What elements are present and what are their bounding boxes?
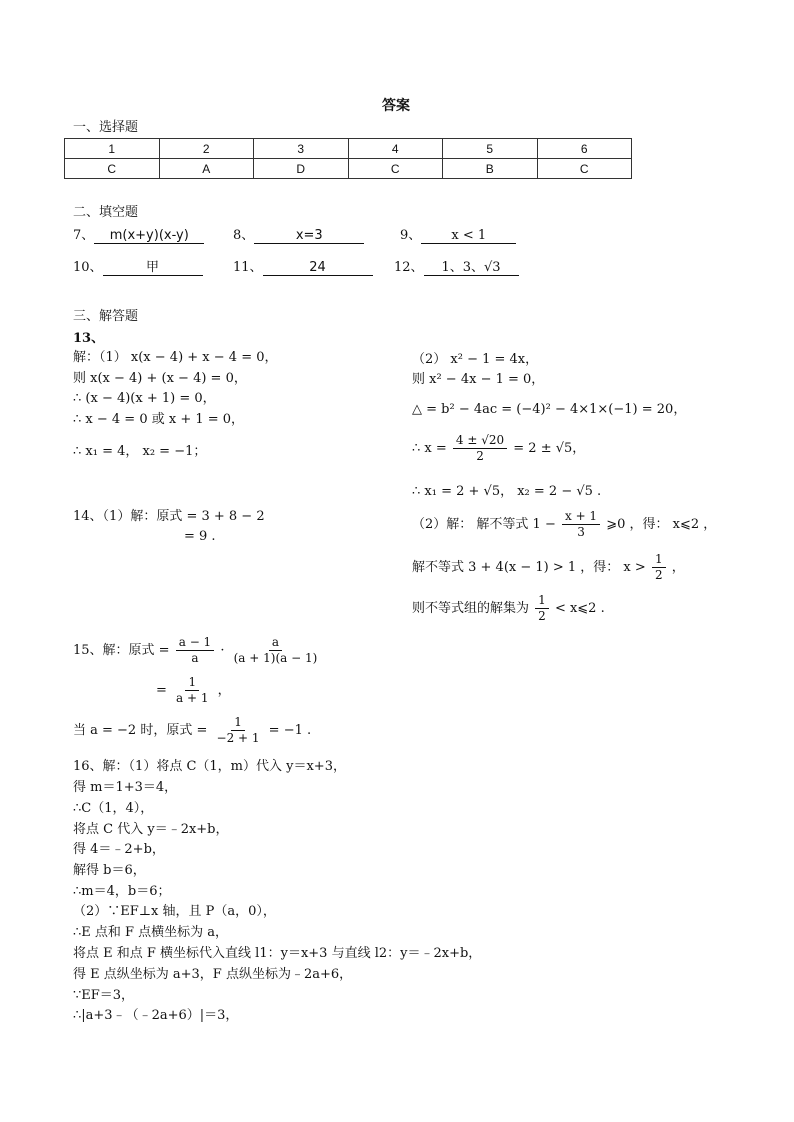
q13-p2-line-fraction: ∴ x = $\frac{4 \pm √20}{2}$ = 2 ± √5，	[412, 433, 586, 464]
q13-p2-line: △ = b² − 4ac = (−4)² − 4×1×(−1) = 20，	[412, 402, 687, 417]
q16-line: 16、解：（1）将点 C（1，m）代入 y＝x+3，	[73, 759, 346, 774]
section-heading-solve: 三、解答题	[73, 309, 139, 324]
fill-q10: 10、 甲	[73, 261, 203, 276]
fill-q9: 9、 x < 1	[400, 229, 516, 244]
table-row	[65, 139, 632, 159]
table-cell: 4	[348, 139, 443, 159]
q16-line: 得 m＝1+3＝4，	[73, 780, 178, 795]
q15-line-fraction: 15、解：原式 = $\frac{a - 1}{a}$ · $\frac{a}{(a + 1)(a - 1)}$	[73, 636, 322, 665]
fill-q12: 12、 1、3、√3	[394, 261, 519, 276]
fill-q11-answer: 24	[263, 261, 373, 276]
table-cell: C	[537, 159, 632, 179]
fill-q11: 11、 24	[233, 261, 373, 276]
q16-line: （2）∵EF⊥x 轴，且 P（a，0），	[73, 904, 276, 919]
fraction: $\frac{1}{-2 + 1}$	[216, 715, 260, 746]
fill-q8: 8、 x=3	[233, 229, 364, 244]
q16-line: 得 4＝﹣2+b，	[73, 842, 165, 857]
table-cell: A	[159, 159, 254, 179]
fraction: $\frac{1}{2}$	[535, 594, 549, 623]
q16-line: ∴m＝4，b＝6；	[73, 884, 171, 899]
table-cell: C	[65, 159, 160, 179]
q14-p2-line-fraction: （2）解： 解不等式 1 − $\frac{x + 1}{3}$ ⩾0 ，得： x⩽2 ，	[412, 509, 717, 540]
q13-p1-line: ∴ x₁ = 4， x₂ = −1；	[73, 444, 207, 459]
q15-line-fraction: = $\frac{1}{a + 1}$ ，	[156, 675, 231, 706]
q13-label: 13、	[73, 331, 105, 346]
fill-q7: 7、 m(x+y)(x-y)	[73, 229, 204, 244]
fill-q8-answer: x=3	[254, 229, 364, 244]
q13-p1-line: 解：（1） x(x − 4) + x − 4 = 0，	[73, 350, 278, 365]
q13-p1-line: ∴ x − 4 = 0 或 x + 1 = 0，	[73, 412, 245, 427]
fraction: $\frac{a - 1}{a}$	[176, 636, 214, 665]
fraction: $\frac{1}{a + 1}$	[176, 675, 209, 706]
fill-q7-answer: m(x+y)(x-y)	[94, 229, 204, 244]
table-row	[65, 159, 632, 179]
fraction: $\frac{4 \pm √20}{2}$	[453, 434, 507, 463]
section-heading-choice: 一、选择题	[73, 120, 139, 135]
section-heading-fill: 二、填空题	[73, 205, 139, 220]
q14-p2-line-fraction: 则不等式组的解集为 $\frac{1}{2}$ < x⩽2 .	[412, 593, 605, 624]
q16-line: ∵EF＝3，	[73, 988, 135, 1003]
fraction: $\frac{1}{2}$	[652, 553, 666, 582]
q16-line: 解得 b＝6，	[73, 863, 146, 878]
q13-p1-line: 则 x(x − 4) + (x − 4) = 0，	[73, 371, 247, 386]
fraction: $\frac{x + 1}{3}$	[562, 510, 600, 539]
q16-line: ∴E 点和 F 点横坐标为 a，	[73, 925, 229, 940]
q16-line: 得 E 点纵坐标为 a+3，F 点纵坐标为﹣2a+6，	[73, 967, 353, 982]
q16-line: 将点 E 和点 F 横坐标代入直线 l1：y＝x+3 与直线 l2：y＝﹣2x+b，	[73, 946, 482, 961]
q14-p2-line-fraction: 解不等式 3 + 4(x − 1) > 1 ，得： x > $\frac{1}{2}$ ，	[412, 552, 685, 583]
fraction: $\frac{a}{(a + 1)(a - 1)}$	[233, 635, 318, 666]
table-cell: 3	[254, 139, 349, 159]
choice-answer-table	[64, 138, 632, 179]
table-cell: 2	[159, 139, 254, 159]
q13-p1-line: ∴ (x − 4)(x + 1) = 0，	[73, 391, 216, 406]
q15-line-fraction: 当 a = −2 时，原式 = $\frac{1}{-2 + 1}$ = −1 .	[73, 715, 312, 746]
q13-p2-line: ∴ x₁ = 2 + √5， x₂ = 2 − √5 .	[412, 484, 602, 499]
page-title: 答案	[382, 98, 410, 114]
q16-line: ∴|a+3﹣（﹣2a+6）|＝3，	[73, 1008, 239, 1023]
table-cell: 6	[537, 139, 632, 159]
q13-p2-line: （2） x² − 1 = 4x，	[412, 352, 539, 367]
q16-line: ∴C（1，4），	[73, 801, 154, 816]
fill-q12-answer: 1、3、√3	[424, 261, 519, 276]
table-cell: C	[348, 159, 443, 179]
q13-p2-line: 则 x² − 4x − 1 = 0，	[412, 372, 545, 387]
fill-q9-answer: x < 1	[421, 229, 516, 244]
table-cell: 5	[443, 139, 538, 159]
fill-q10-answer: 甲	[103, 261, 203, 276]
q14-p1-line: = 9 .	[184, 529, 216, 544]
table-cell: B	[443, 159, 538, 179]
table-cell: 1	[65, 139, 160, 159]
table-cell: D	[254, 159, 349, 179]
q16-line: 将点 C 代入 y＝﹣2x+b，	[73, 822, 229, 837]
q14-p1-line: 14、（1）解：原式 = 3 + 8 − 2	[73, 509, 265, 524]
